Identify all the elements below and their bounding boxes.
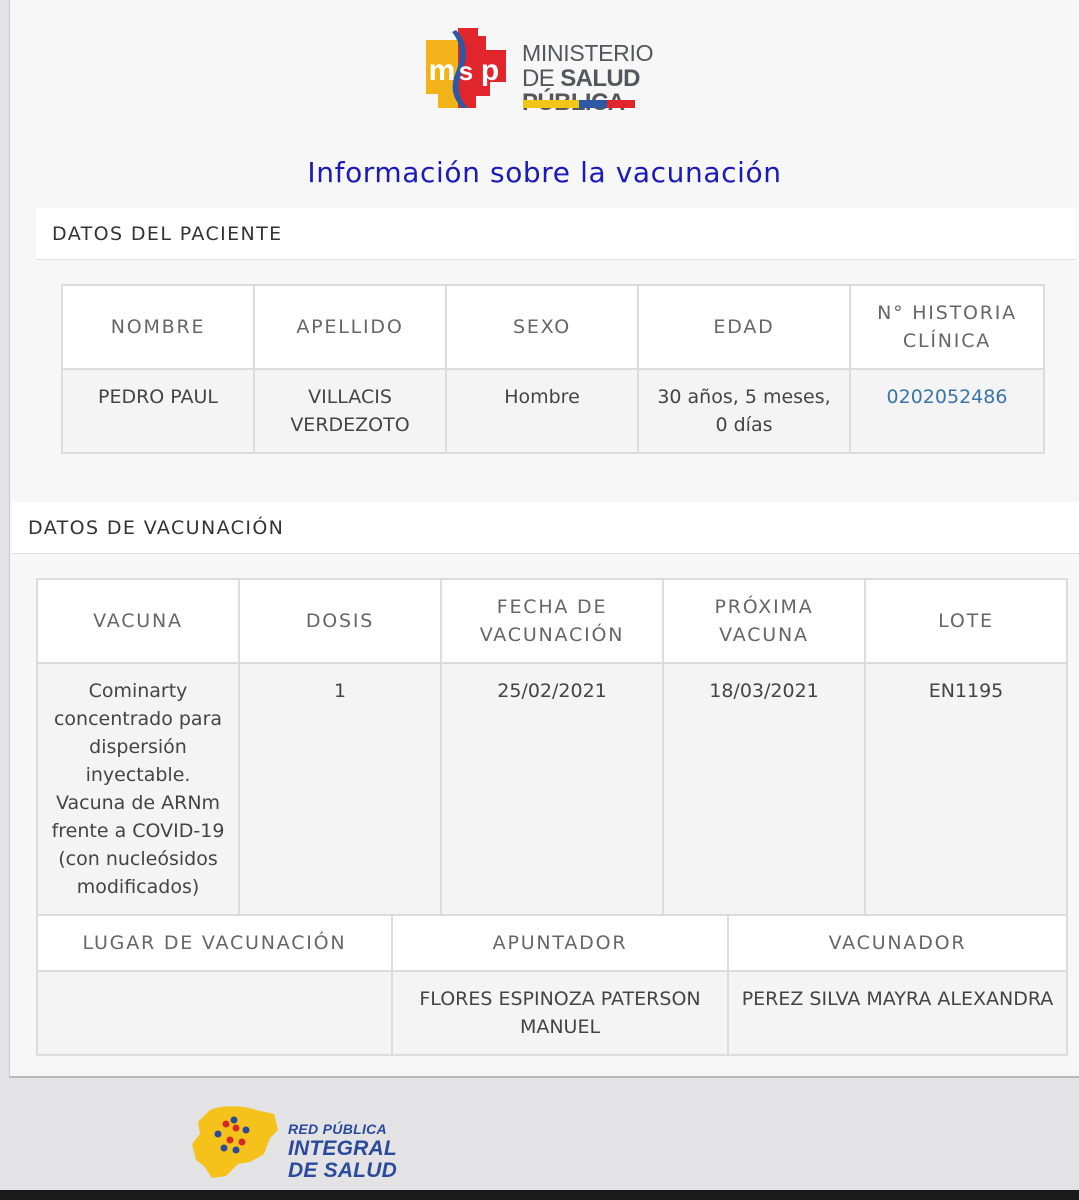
rpis-line2: INTEGRAL [288,1137,397,1160]
svg-text:p: p [480,54,500,87]
vaccination-staff-table [36,914,1068,1056]
col-lote: LOTE [865,579,1067,663]
historia-clinica-link[interactable]: 0202052486 [850,369,1044,453]
cell-vacunador: PEREZ SILVA MAYRA ALEXANDRA [728,971,1067,1055]
page-title: Información sobre la vacunación [307,156,782,189]
logo-line2-bold: SALUD [560,65,640,92]
cell-proxima-vacuna: 18/03/2021 [663,663,865,915]
logo-line1: MINISTERIO [522,40,654,66]
col-nombre: NOMBRE [62,285,254,369]
col-sexo: SEXO [446,285,638,369]
col-historia-clinica: N° HISTORIA CLÍNICA [850,285,1044,369]
col-fecha-vacunacion: FECHA DE VACUNACIÓN [441,579,663,663]
col-proxima-vacuna: PRÓXIMA VACUNA [663,579,865,663]
cell-apellido: VILLACIS VERDEZOTO [254,369,446,453]
cell-nombre: PEDRO PAUL [62,369,254,453]
col-apellido: APELLIDO [254,285,446,369]
patient-header-row [62,285,1044,369]
ecuador-flag-stripe [523,100,635,108]
col-edad: EDAD [638,285,850,369]
cell-fecha-vacunacion: 25/02/2021 [441,663,663,915]
rpis-line1: RED PÚBLICA [288,1121,387,1137]
table-row [62,369,1044,453]
bottom-bar [0,1190,1079,1200]
cell-vacuna: Cominarty concentrado para dispersión inyectable. Vacuna de ARNm frente a COVID-19 (con nucleósidos modificados) [37,663,239,915]
col-vacuna: VACUNA [37,579,239,663]
staff-header-row [37,915,1067,971]
table-row [37,663,1067,915]
col-apuntador: APUNTADOR [392,915,728,971]
cell-sexo: Hombre [446,369,638,453]
vaccination-certificate-card [9,0,1079,1078]
col-vacunador: VACUNADOR [728,915,1067,971]
rpis-logo [190,1104,430,1180]
msp-emblem-icon [424,28,510,110]
col-dosis: DOSIS [239,579,441,663]
vaccination-section-header: DATOS DE VACUNACIÓN [12,502,1079,554]
cell-lote: EN1195 [865,663,1067,915]
cell-edad: 30 años, 5 meses, 0 días [638,369,850,453]
logo-line2-prefix: DE [522,65,561,92]
msp-logo [424,28,714,110]
ecuador-map-icon [190,1104,282,1180]
svg-text:s: s [458,56,474,86]
cell-lugar-vacunacion [37,971,392,1055]
col-lugar-vacunacion: LUGAR DE VACUNACIÓN [37,915,392,971]
rpis-line3: DE SALUD [288,1159,397,1182]
table-row [37,971,1067,1055]
cell-dosis: 1 [239,663,441,915]
vaccination-table [36,578,1068,916]
patient-table [61,284,1045,454]
svg-text:m: m [428,54,456,87]
rpis-logo-text [288,1122,397,1181]
vaccination-header-row [37,579,1067,663]
cell-apuntador: FLORES ESPINOZA PATERSON MANUEL [392,971,728,1055]
patient-section-header: DATOS DEL PACIENTE [36,208,1076,260]
